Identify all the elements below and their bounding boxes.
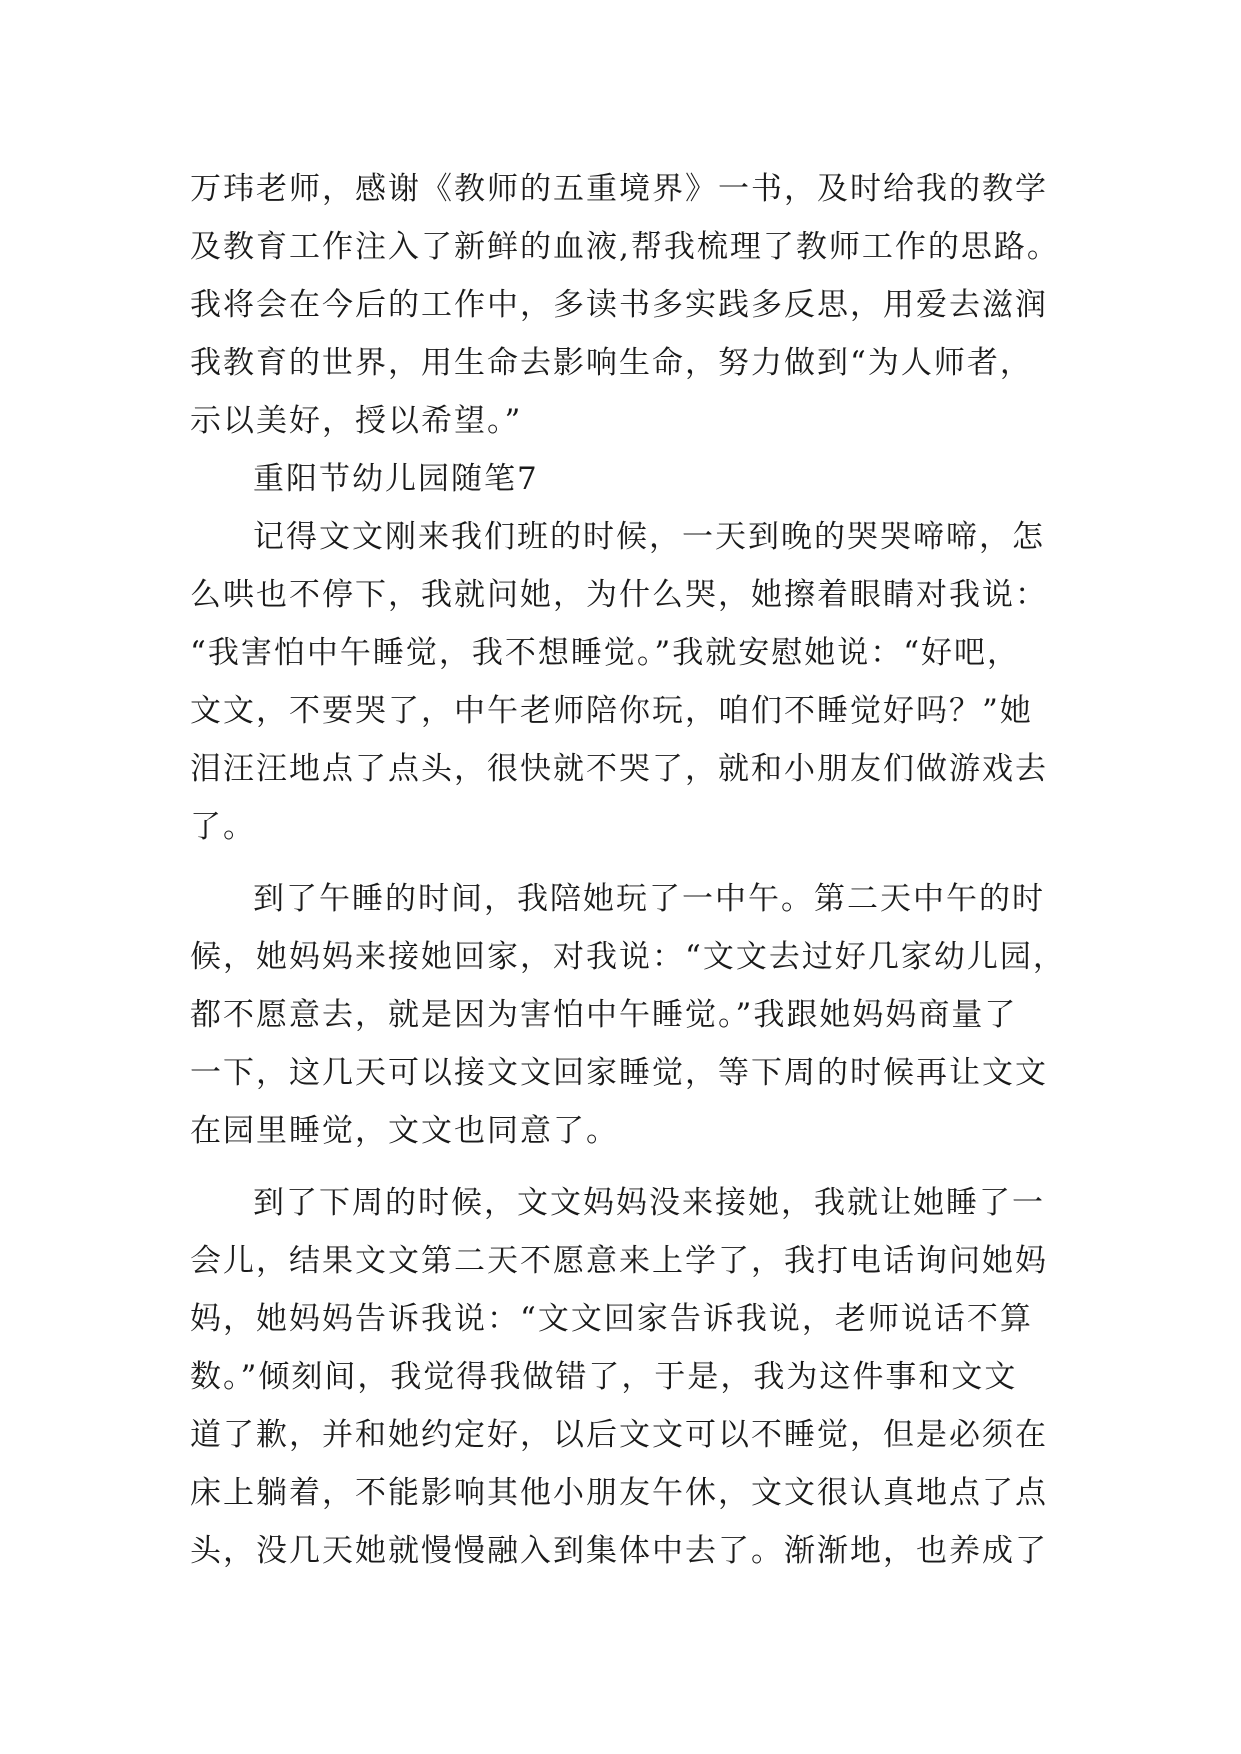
text-line: 我将会在今后的工作中，多读书多实践多反思，用爱去滋润	[190, 287, 1048, 323]
text-line: 到了午睡的时间，我陪她玩了一中午。第二天中午的时	[253, 881, 1045, 917]
text-line: 我教育的世界，用生命去影响生命，努力做到“为人师者，	[190, 345, 1033, 381]
text-line: 都不愿意去，就是因为害怕中午睡觉。”我跟她妈妈商量了	[190, 997, 1018, 1033]
text-line: 妈，她妈妈告诉我说：“文文回家告诉我说，老师说话不算	[190, 1301, 1033, 1337]
text-line: 到了下周的时候，文文妈妈没来接她，我就让她睡了一	[253, 1185, 1045, 1221]
text-line: 么哄也不停下，我就问她，为什么哭，她擦着眼睛对我说：	[190, 577, 1048, 613]
paragraph	[190, 1174, 1090, 1580]
section-heading	[190, 450, 1090, 508]
text-line: “我害怕中午睡觉，我不想睡觉。”我就安慰她说：“好吧，	[190, 635, 1021, 671]
paragraph	[190, 508, 1090, 856]
text-line: 万玮老师，感谢《教师的五重境界》一书，及时给我的教学	[190, 171, 1048, 207]
paragraph	[190, 160, 1090, 450]
text-line: 候，她妈妈来接她回家，对我说：“文文去过好几家幼儿园，	[190, 939, 1066, 975]
text-line: 重阳节幼儿园随笔7	[253, 461, 539, 497]
text-line: 道了歉，并和她约定好，以后文文可以不睡觉，但是必须在	[190, 1417, 1048, 1453]
text-line: 文文，不要哭了，中午老师陪你玩，咱们不睡觉好吗？”她	[190, 693, 1033, 729]
text-line: 了。	[190, 809, 256, 845]
text-line: 在园里睡觉，文文也同意了。	[190, 1113, 619, 1149]
text-line: 头，没几天她就慢慢融入到集体中去了。渐渐地，也养成了	[190, 1533, 1048, 1569]
text-line: 示以美好，授以希望。”	[190, 403, 523, 439]
paragraph-gap	[190, 1580, 1090, 1594]
text-line: 一下，这几天可以接文文回家睡觉，等下周的时候再让文文	[190, 1055, 1048, 1091]
text-line: 会儿，结果文文第二天不愿意来上学了，我打电话询问她妈	[190, 1243, 1048, 1279]
text-line: 及教育工作注入了新鲜的血液,帮我梳理了教师工作的思路。	[190, 229, 1060, 265]
paragraph-gap	[190, 856, 1090, 870]
text-line: 床上躺着，不能影响其他小朋友午休，文文很认真地点了点	[190, 1475, 1048, 1511]
document-body	[190, 160, 1090, 1594]
paragraph	[190, 870, 1090, 1160]
text-line: 数。”倾刻间，我觉得我做错了，于是，我为这件事和文文	[190, 1359, 1018, 1395]
text-line: 泪汪汪地点了点头，很快就不哭了，就和小朋友们做游戏去	[190, 751, 1048, 787]
text-line: 记得文文刚来我们班的时候，一天到晚的哭哭啼啼，怎	[253, 519, 1045, 555]
paragraph-gap	[190, 1160, 1090, 1174]
